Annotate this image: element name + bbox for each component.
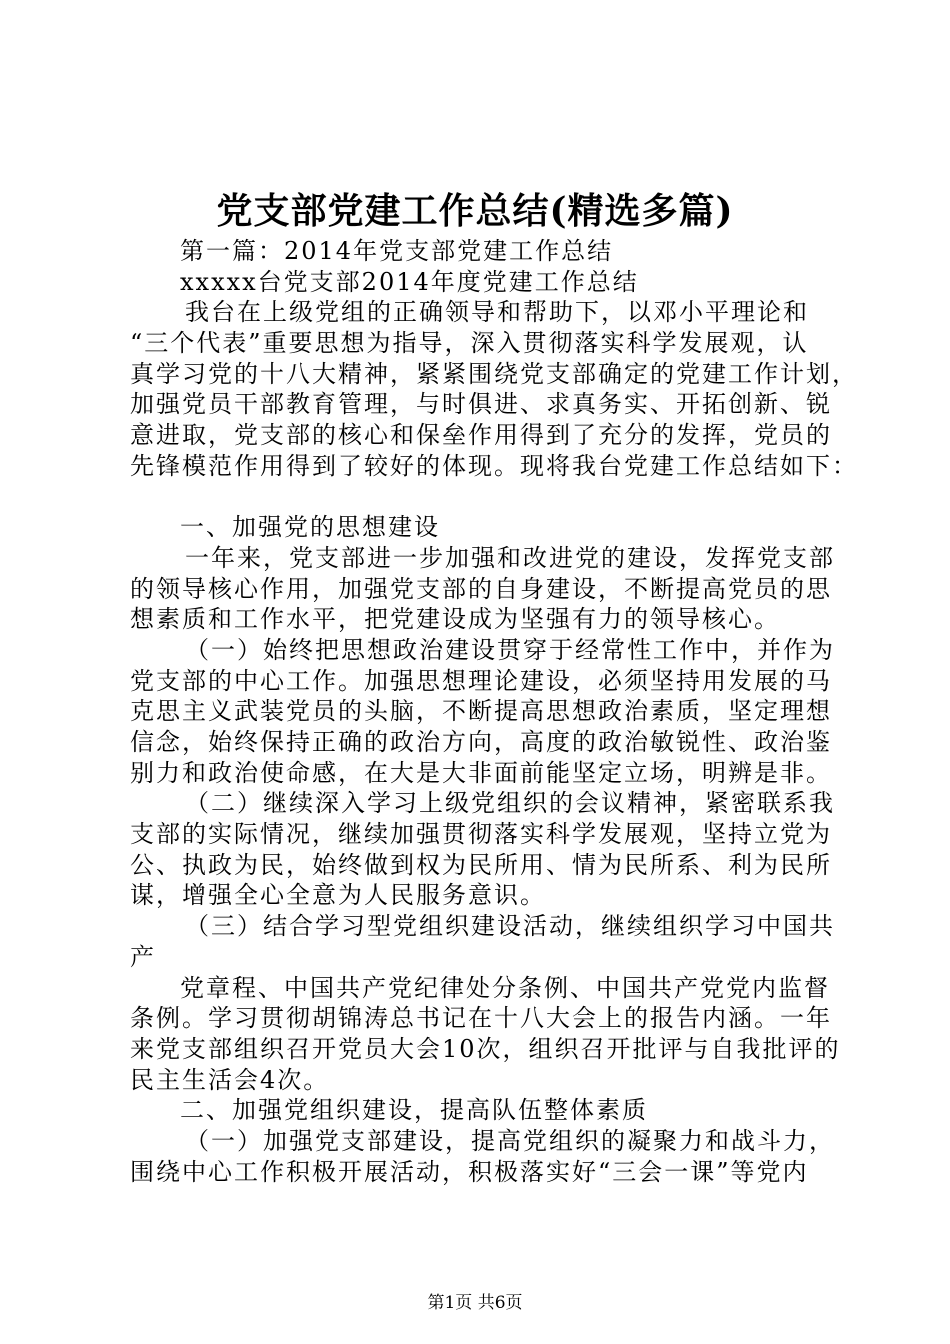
text-line: （三）结合学习型党组织建设活动，继续组织学习中国共 [185,912,835,941]
text-line: 的领导核心作用，加强党支部的自身建设，不断提高党员的思 [130,574,832,603]
text-line: 真学习党的十八大精神，紧紧围绕党支部确定的党建工作计划， [130,359,858,388]
text-line: 围绕中心工作积极开展活动，积极落实好“三会一课”等党内 [130,1157,809,1186]
text-line: 民主生活会4次。 [130,1065,330,1094]
document-body [130,236,858,1187]
text-line: （二）继续深入学习上级党组织的会议精神，紧密联系我 [185,789,835,818]
text-line: 克思主义武装党员的头脑，不断提高思想政治素质，坚定理想 [130,697,832,726]
document-title: 党支部党建工作总结(精选多篇) [216,190,734,232]
text-line: xxxxx台党支部2014年度党建工作总结 [180,267,639,296]
text-line: 支部的实际情况，继续加强贯彻落实科学发展观，坚持立党为 [130,820,832,849]
section-heading: 二、加强党组织建设，提高队伍整体素质 [180,1096,648,1125]
text-line: 党支部的中心工作。加强思想理论建设，必须坚持用发展的马 [130,666,832,695]
text-line: 加强党员干部教育管理，与时俱进、求真务实、开拓创新、锐 [130,390,832,419]
section-heading: 一、加强党的思想建设 [180,513,440,542]
text-line: 意进取，党支部的核心和保垒作用得到了充分的发挥，党员的 [130,421,832,450]
text-line: 信念，始终保持正确的政治方向，高度的政治敏锐性、政治鉴 [130,728,832,756]
text-line: 条例。学习贯彻胡锦涛总书记在十八大会上的报告内涵。一年 [130,1004,832,1033]
text-line: （一）加强党支部建设，提高党组织的凝聚力和战斗力， [185,1126,835,1155]
text-line: “三个代表”重要思想为指导，深入贯彻落实科学发展观，认 [130,329,809,358]
text-line: 别力和政治使命感，在大是大非面前能坚定立场，明辨是非。 [130,758,832,787]
text-line: 产 [130,942,156,971]
text-line: 第一篇：2014年党支部党建工作总结 [180,237,614,265]
text-line: 公、执政为民，始终做到权为民所用、情为民所系、利为民所 [130,850,832,879]
blank-line [130,482,842,513]
text-line: 想素质和工作水平，把党建设成为坚强有力的领导核心。 [130,605,780,634]
text-line: 一年来，党支部进一步加强和改进党的建设，发挥党支部 [185,543,835,572]
text-line: 我台在上级党组的正确领导和帮助下，以邓小平理论和 [185,298,809,327]
text-line: 党章程、中国共产党纪律处分条例、中国共产党党内监督 [180,973,830,1002]
text-line: 先锋模范作用得到了较好的体现。现将我台党建工作总结如下： [130,451,858,480]
text-line: （一）始终把思想政治建设贯穿于经常性工作中，并作为 [185,635,835,664]
page-footer: 第1页 共6页 [427,1293,523,1313]
text-line: 谋，增强全心全意为人民服务意识。 [130,881,546,910]
text-line: 来党支部组织召开党员大会10次，组织召开批评与自我批评的 [130,1034,841,1063]
